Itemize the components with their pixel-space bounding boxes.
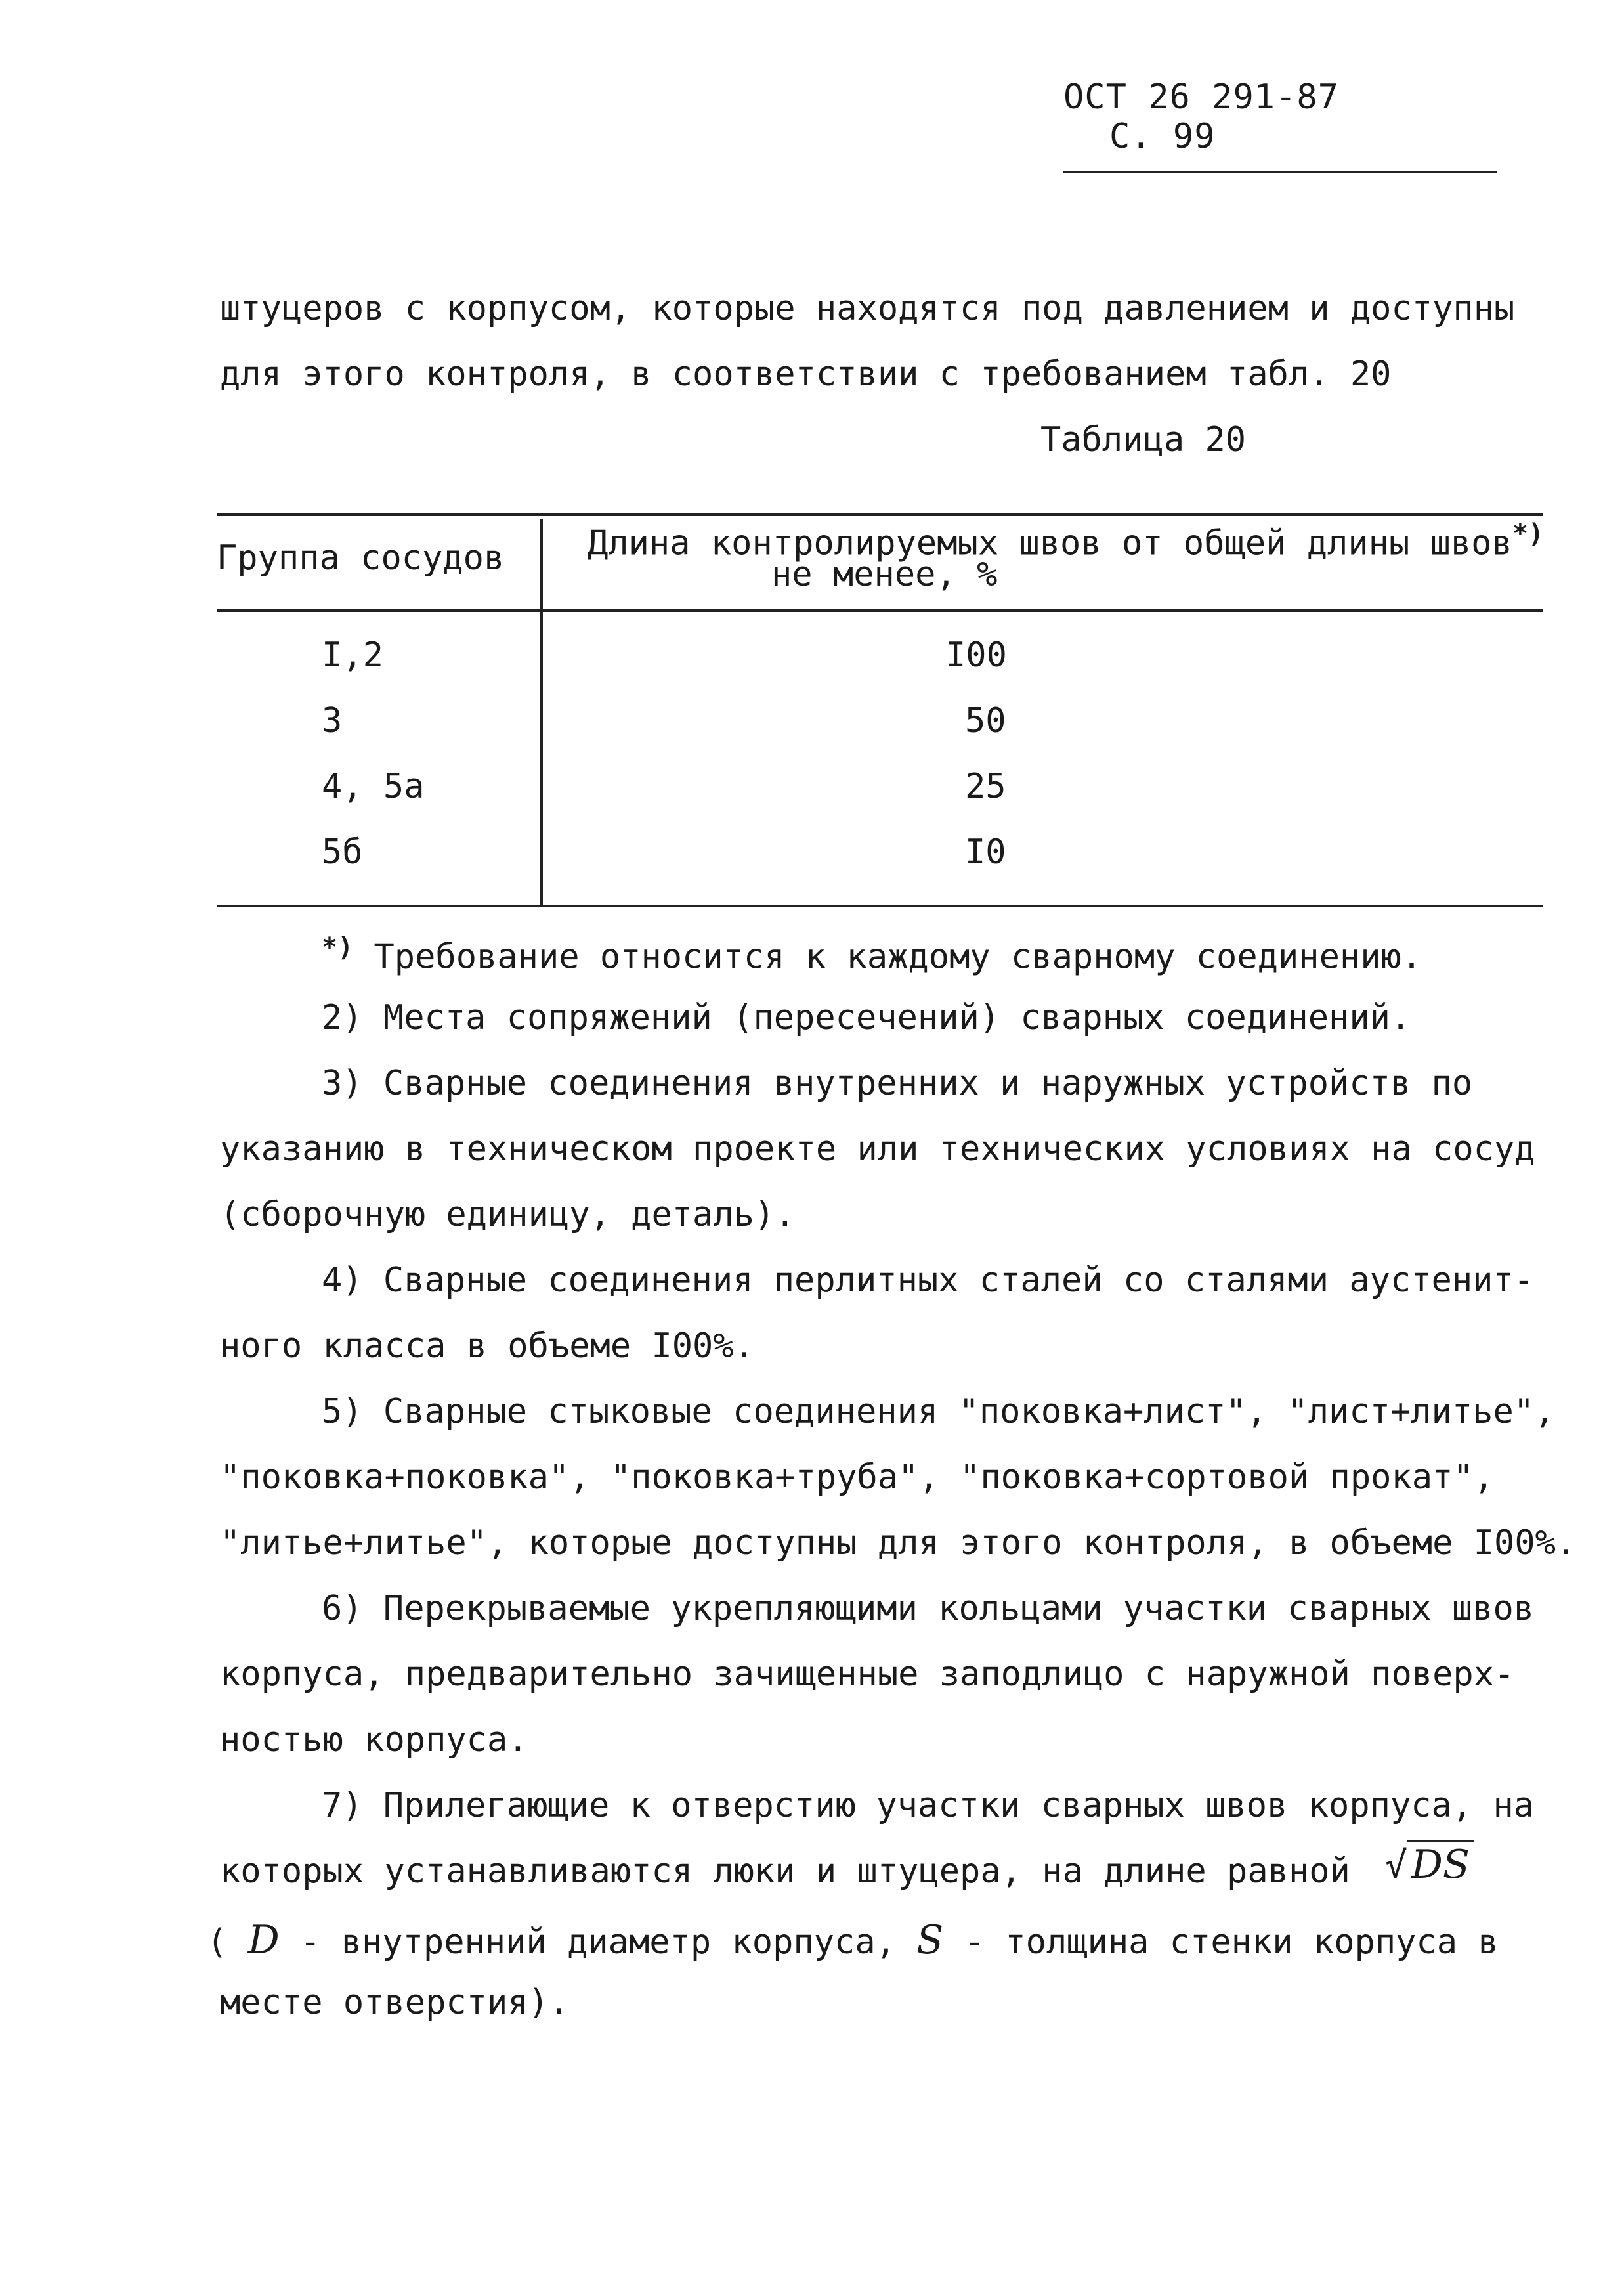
symbol-s: S <box>916 1917 944 1963</box>
paragraph-line: которых устанавливаются люки и штуцера, на длине равной <box>220 1852 1350 1891</box>
page-number: С. 99 <box>1109 117 1216 156</box>
table-cell-group: 3 <box>322 701 343 741</box>
standard-code: ОСТ 26 291-87 <box>1063 77 1339 117</box>
intro-line-2: для этого контроля, в соответствии с требованием табл. 20 <box>220 355 1392 394</box>
table-top-rule <box>217 513 1543 516</box>
paragraph-line: "поковка+поковка", "поковка+труба", "поковка+сортовой прокат", <box>220 1458 1495 1497</box>
paragraph-line: 3) Сварные соединения внутренних и наружных устройств по <box>322 1064 1473 1103</box>
table-cell-value: I0 <box>965 833 1006 872</box>
column-header-length-text: Длина контролируемых швов от общей длины швов <box>588 523 1512 563</box>
column-header-length <box>588 519 1544 563</box>
footnote <box>322 932 1422 976</box>
formula-expression: DS <box>1407 1840 1474 1888</box>
table-column-divider <box>540 519 543 907</box>
open-paren: ( <box>207 1922 228 1962</box>
symbol-d: D <box>247 1917 280 1963</box>
d-definition: - внутренний диаметр корпуса, <box>300 1922 896 1962</box>
intro-line-1: штуцеров с корпусом, которые находятся под давлением и доступны <box>220 289 1515 328</box>
table-bottom-rule <box>217 905 1543 907</box>
footnote-mark: *) <box>322 932 354 963</box>
paragraph-line: "литье+литье", которые доступны для этого контроля, в объеме I00%. <box>220 1523 1577 1563</box>
table-header-rule <box>217 609 1543 612</box>
paragraph-line: указанию в техническом проекте или технических условиях на сосуд <box>220 1129 1535 1169</box>
paragraph-line: ного класса в объеме I00%. <box>220 1326 754 1366</box>
footnote-text: Требование относится к каждому сварному соединению. <box>374 937 1422 977</box>
s-definition: - толщина стенки корпуса в <box>964 1922 1499 1962</box>
table-cell-value: I00 <box>945 636 1007 675</box>
table-title: Таблица 20 <box>1040 420 1247 460</box>
paragraph-line: 6) Перекрываемые укрепляющими кольцами участки сварных швов <box>322 1589 1535 1628</box>
column-header-length-unit: не менее, % <box>771 555 998 594</box>
paragraph-line: 7) Прилегающие к отверстию участки сварных швов корпуса, на <box>322 1786 1535 1825</box>
column-header-group: Группа сосудов <box>217 538 505 578</box>
table-cell-value: 50 <box>965 701 1006 741</box>
paragraph-line: ностью корпуса. <box>220 1720 528 1760</box>
paragraph-line: (сборочную единицу, деталь). <box>220 1195 796 1234</box>
document-header <box>1063 77 1497 173</box>
radical-sign: √ <box>1385 1844 1407 1887</box>
column-header-footnote-mark: *) <box>1512 519 1544 549</box>
table-cell-value: 25 <box>965 767 1006 806</box>
paragraph-line: 4) Сварные соединения перлитных сталей со сталями аустенит- <box>322 1261 1535 1300</box>
table-cell-group: 4, 5а <box>322 767 425 806</box>
paragraph-line: месте отверстия). <box>220 1983 570 2022</box>
table-cell-group: I,2 <box>322 636 383 675</box>
formula-sqrt-ds <box>1385 1842 1474 1888</box>
paragraph-line: 5) Сварные стыковые соединения "поковка+лист", "лист+литье", <box>322 1392 1555 1431</box>
paragraph-line: корпуса, предварительно зачищенные заподлицо с наружной поверх- <box>220 1655 1515 1694</box>
definition-line <box>207 1917 1499 1963</box>
paragraph-line: 2) Места сопряжений (пересечений) сварных соединений. <box>322 998 1411 1037</box>
table-cell-group: 5б <box>322 833 363 872</box>
